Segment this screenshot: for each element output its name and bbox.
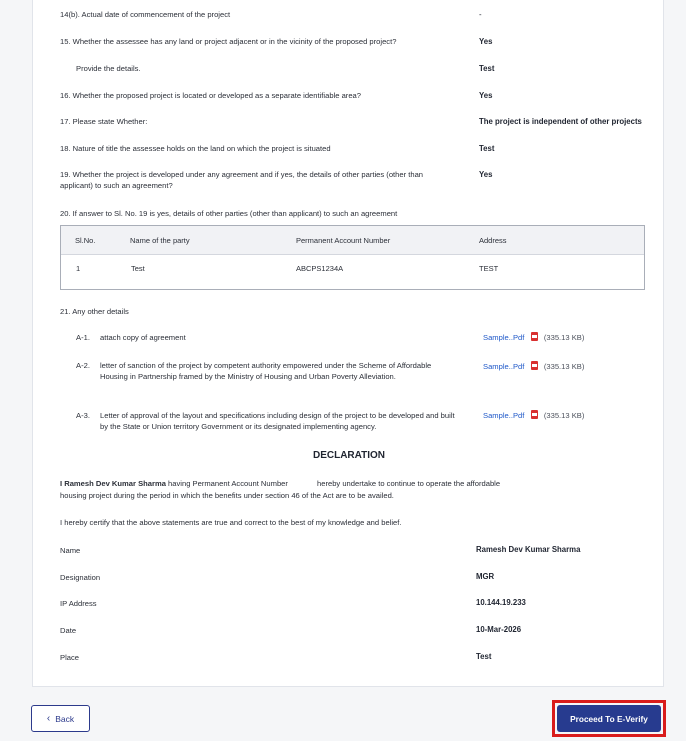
field-label-name: Name (60, 546, 81, 555)
attachment-desc-a2: letter of sanction of the project by competent authority empowered under the Scheme of Affordable Housing in Partnership framed by the Ministry of Housing and Urban Poverty Alleviation. (100, 361, 432, 381)
back-button[interactable] (31, 705, 90, 732)
declaration-line-1 (60, 478, 288, 489)
answer-14b: - (479, 10, 482, 19)
answer-19: Yes (479, 170, 493, 179)
attachment-size-a3: (335.13 KB) (543, 411, 585, 420)
pdf-icon (531, 410, 538, 419)
question-19: 19. Whether the project is developed under any agreement and if yes, the details of other parties (other than applicant) to such an agreement? (60, 170, 424, 190)
attachment-desc-a1: attach copy of agreement (100, 333, 186, 342)
question-21: 21. Any other details (60, 307, 129, 316)
table-header (61, 226, 644, 255)
other-parties-table (60, 225, 645, 290)
field-label-ip: IP Address (60, 599, 97, 608)
header-pan: Permanent Account Number (296, 236, 391, 245)
question-20: 20. If answer to Sl. No. 19 is yes, details of other parties (other than applicant) to such an agreement (60, 209, 398, 218)
pdf-icon (531, 332, 538, 341)
proceed-to-everify-button[interactable]: Proceed To E-Verify (557, 705, 661, 732)
chevron-left-icon: ‹ (46, 712, 51, 724)
cell-slno: 1 (76, 264, 81, 273)
answer-18: Test (479, 144, 495, 153)
question-14b: 14(b). Actual date of commencement of the project (60, 10, 231, 19)
field-label-designation: Designation (60, 573, 101, 582)
answer-17: The project is independent of other projects (479, 117, 642, 126)
attachment-code-a1: A-1. (76, 333, 90, 342)
attachment-link-a3[interactable]: Sample..Pdf (483, 411, 525, 420)
field-value-place: Test (476, 652, 492, 661)
question-16: 16. Whether the proposed project is located or developed as a separate identifiable area? (60, 91, 361, 100)
cell-address: TEST (479, 264, 499, 273)
field-value-name: Ramesh Dev Kumar Sharma (476, 545, 581, 554)
form-card (32, 0, 664, 687)
attachment-code-a3: A-3. (76, 411, 90, 420)
answer-15-details: Test (479, 64, 495, 73)
field-value-ip: 10.144.19.233 (476, 598, 526, 607)
back-button-label: Back (55, 713, 75, 724)
cell-name: Test (131, 264, 145, 273)
attachment-size-a1: (335.13 KB) (543, 333, 585, 342)
answer-16: Yes (479, 91, 493, 100)
declarant-name: I Ramesh Dev Kumar Sharma (60, 479, 166, 488)
attachment-desc-a3: Letter of approval of the layout and specifications including design of the project to be developed and built by the State or Union territory Government or its designated implementing agency. (100, 411, 455, 431)
field-label-date: Date (60, 626, 77, 635)
attachment-size-a2: (335.13 KB) (543, 362, 585, 371)
question-18: 18. Nature of title the assessee holds on the land on which the project is situated (60, 144, 331, 153)
attachment-code-a2: A-2. (76, 361, 90, 370)
attachment-a3 (483, 410, 584, 420)
attachment-a2 (483, 361, 584, 371)
field-label-place: Place (60, 653, 79, 662)
field-value-date: 10-Mar-2026 (476, 625, 522, 634)
field-value-designation: MGR (476, 572, 495, 581)
certification-text: I hereby certify that the above statements are true and correct to the best of my knowledge and belief. (60, 518, 402, 527)
declaration-text-a: having Permanent Account Number (165, 479, 288, 488)
attachment-link-a2[interactable]: Sample..Pdf (483, 362, 525, 371)
attachment-a1 (483, 332, 584, 342)
question-15: 15. Whether the assessee has any land or project adjacent or in the vicinity of the proposed project? (60, 37, 397, 46)
attachment-link-a1[interactable]: Sample..Pdf (483, 333, 525, 342)
answer-15: Yes (479, 37, 493, 46)
question-17: 17. Please state Whether: (60, 117, 148, 126)
declaration-line-2: housing project during the period in which the benefits under section 46 of the Act are to be availed. (60, 491, 394, 500)
declaration-title: DECLARATION (312, 450, 386, 461)
header-slno: Sl.No. (75, 236, 96, 245)
question-15-details: Provide the details. (76, 64, 141, 73)
header-address: Address (479, 236, 507, 245)
pdf-icon (531, 361, 538, 370)
cell-pan: ABCPS1234A (296, 264, 344, 273)
declaration-text-b: hereby undertake to continue to operate the affordable (317, 479, 501, 488)
header-name: Name of the party (130, 236, 190, 245)
